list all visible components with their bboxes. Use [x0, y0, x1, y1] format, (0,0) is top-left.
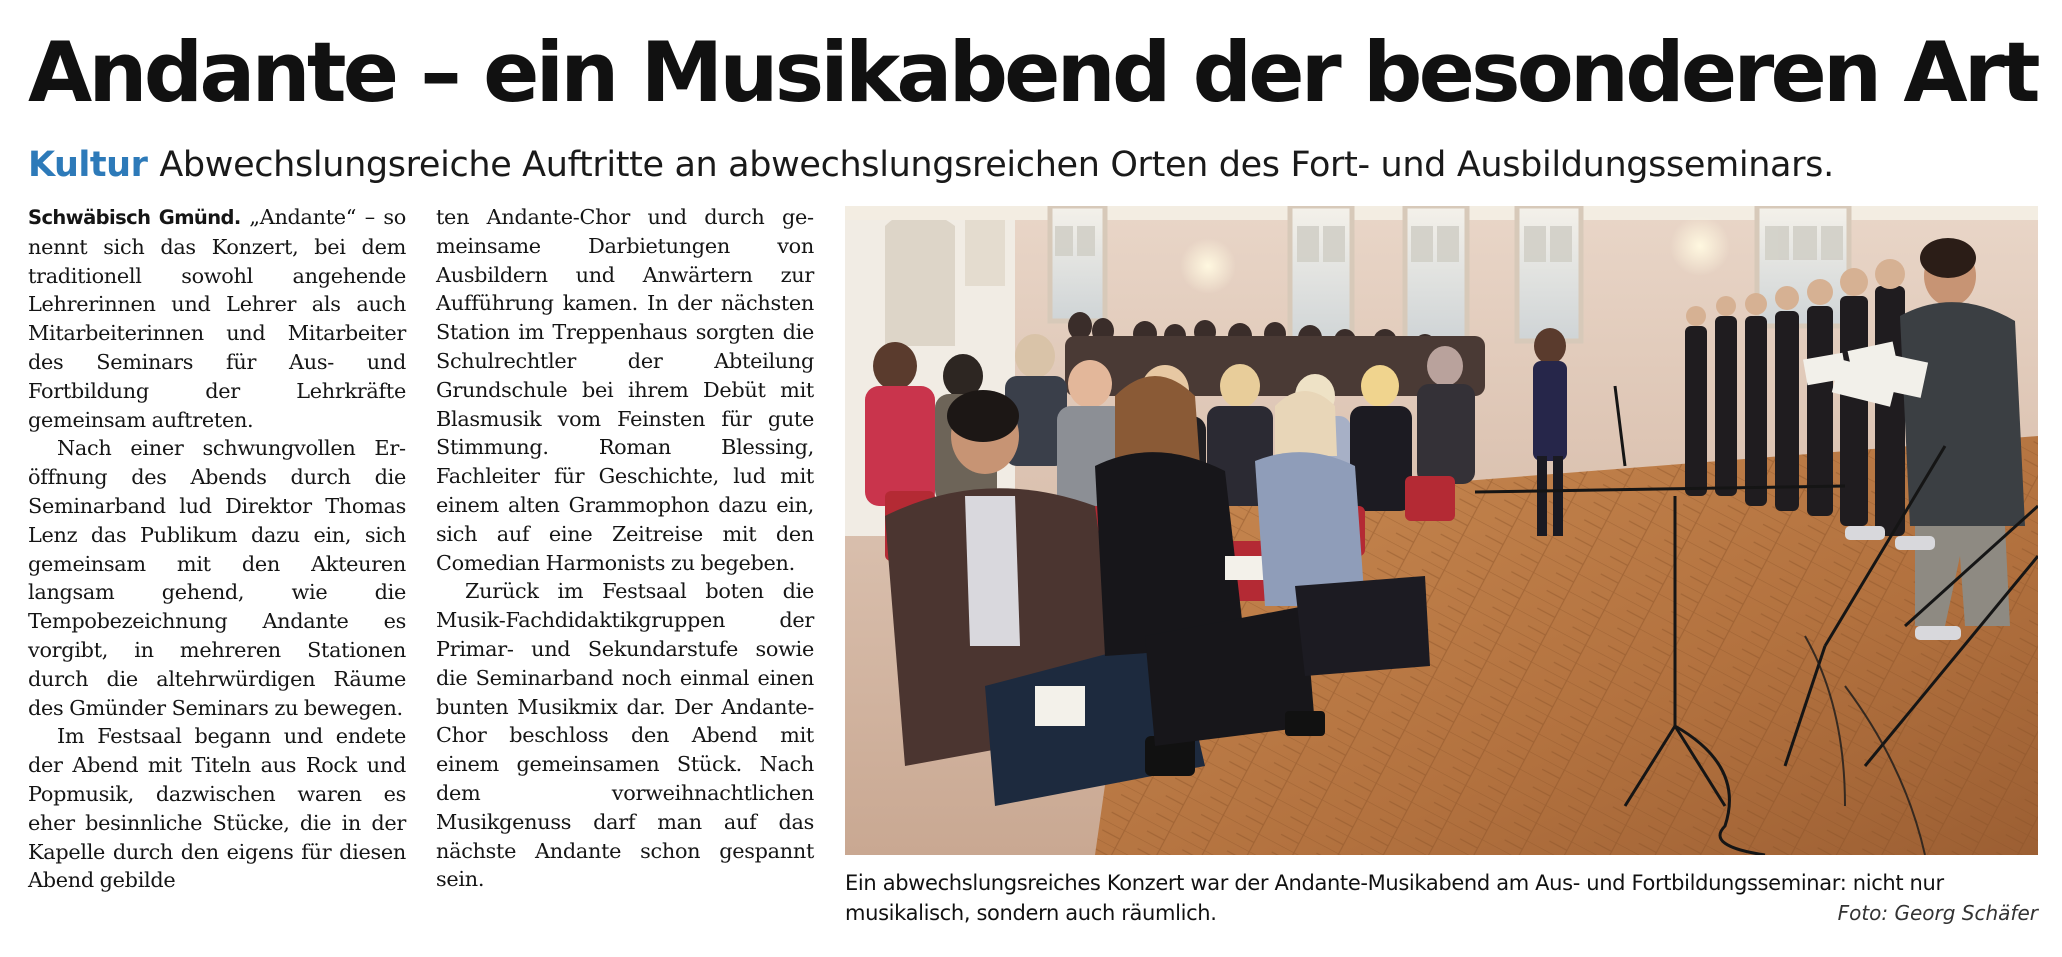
paragraph-2: Nach einer schwungvollen Eröffnung des Abends durch die Seminarband lud Direktor Thomas Lenz das Publikum dazu ein, sich gemeinsam mit den Akteuren langsam gehend, wie die Tempobezeichnung Andante es vorgibt, in mehreren Stationen durch die altehrwürdigen Räume des Gmünder Seminars zu bewegen. — [28, 436, 406, 720]
photo-credit: Foto: Georg Schäfer — [1837, 901, 2038, 925]
photo-caption: Ein abwechslungsreiches Konzert war der Andante-Musikabend am Aus- und Fortbildungsseminar: nicht nur musikalisch, sondern auch räumlich. — [845, 871, 1944, 925]
paragraph-4: Zurück im Festsaal boten die Musik-Fachdidaktikgruppen der Primar- und Sekundarstufe sowie die Seminarband noch einmal einen bunten Musikmix dar. Der Andante-Chor beschloss den Abend mit einem gemeinsamen Stück. Nach dem vorweihnachtlichen Musikgenuss darf man auf das nächste Andante schon gespannt sein. — [436, 579, 814, 892]
subheadline-text: Abwechslungsreiche Auftritte an abwechslungsreichen Orten des Fort- und Ausbildungsseminars. — [159, 145, 1834, 185]
paragraph-3-part-1: Im Festsaal begann und endete der Abend mit Titeln aus Rock und Popmusik, dazwischen waren es eher besinnliche Stücke, die in der Kapelle durch den eigens für diesen Abend gebilde — [28, 724, 406, 893]
article-column-2 — [436, 203, 814, 894]
dateline: Schwäbisch Gmünd. — [28, 206, 241, 229]
article-column-1 — [28, 203, 406, 895]
paragraph-1-text: „Andante“ – so nennt sich das Konzert, bei dem traditionell sowohl angehende Lehrerinnen und Lehrer als auch Mitarbeiterinnen und Mitarbeiter des Seminars für Aus- und Fortbildung der Lehrkräfte gemeinsam auftreten. — [28, 205, 406, 432]
paragraph-1 — [28, 203, 406, 434]
section-kicker: Kultur — [28, 145, 148, 185]
paragraph-3-part-2: ten Andante-Chor und durch gemeinsame Darbietungen von Ausbildern und Anwärtern zur Aufführung kamen. In der nächsten Station im Treppenhaus sorgten die Schulrechtler der Abteilung Grundschule bei ihrem Debüt mit Blasmusik vom Feinsten für gute Stimmung. Roman Blessing, Fachleiter für Geschichte, lud mit einem alten Grammophon dazu ein, sich auf eine Zeitreise mit den Comedian Harmonists zu begeben. — [436, 205, 814, 575]
subheadline — [28, 140, 1834, 190]
concert-photo — [845, 206, 2038, 855]
headline: Andante – ein Musikabend der besonderen Art — [28, 24, 2037, 121]
